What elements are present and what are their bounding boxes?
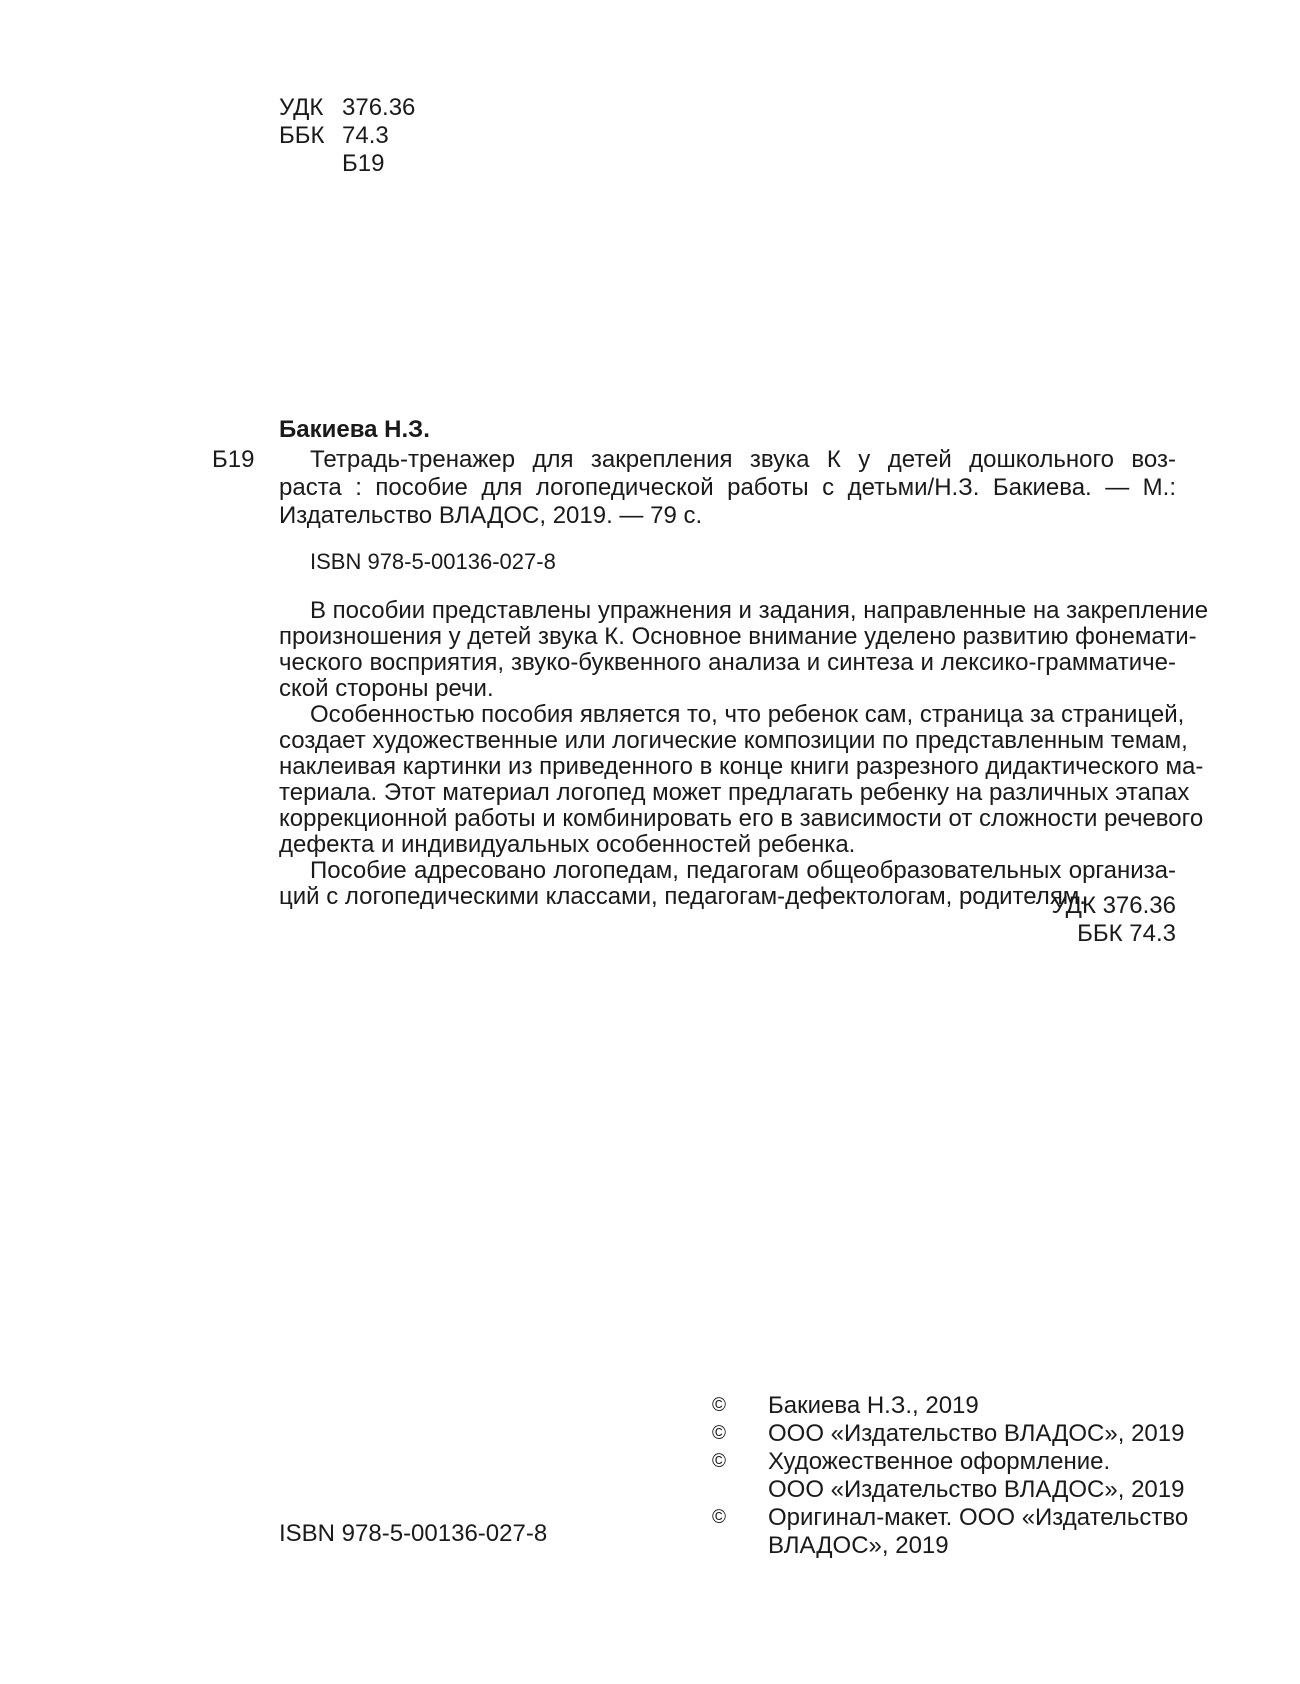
copyright-icon: © <box>712 1395 726 1416</box>
udk-label: УДК <box>279 94 324 121</box>
udk-value: 376.36 <box>342 94 416 121</box>
abstract-line: ций с логопедическими классами, педагогам-дефектологам, родителям. <box>279 883 1086 910</box>
bbk-row <box>279 122 415 150</box>
abstract-line: териала. Этот материал логопед может предлагать ребенку на различных этапах <box>279 779 1190 806</box>
copyright-item <box>712 1504 1188 1560</box>
abstract-line: Особенностью пособия является то, что ребенок сам, страница за страницей, <box>310 701 1185 728</box>
isbn-bottom: ISBN 978-5-00136-027-8 <box>279 1520 548 1547</box>
copyright-text: ВЛАДОС», 2019 <box>768 1532 949 1559</box>
bibliographic-description <box>279 446 1176 530</box>
bib-line: Тетрадь-тренажер для закрепления звука К у детей дошкольного воз- <box>310 446 1176 473</box>
copyright-block <box>712 1392 1188 1560</box>
abstract-line: произношения у детей звука К. Основное внимание уделено развитию фонемати- <box>279 623 1197 650</box>
abstract-line: наклеивая картинки из приведенного в конце книги разрезного дидактического ма- <box>279 753 1204 780</box>
copyright-text: Оригинал-макет. ООО «Издательство <box>768 1504 1189 1531</box>
copyright-item <box>712 1392 1188 1420</box>
copyright-text: Художественное оформление. <box>768 1448 1111 1475</box>
abstract-line: коррекционной работы и комбинировать его в зависимости от сложности речевого <box>279 805 1204 832</box>
copyright-text: ООО «Издательство ВЛАДОС», 2019 <box>768 1476 1185 1503</box>
udk-row <box>279 94 415 122</box>
copyright-icon: © <box>712 1507 726 1528</box>
copyright-text: ООО «Издательство ВЛАДОС», 2019 <box>768 1420 1185 1447</box>
abstract-line: ческого восприятия, звуко-буквенного анализа и синтеза и лексико-грамматиче- <box>279 649 1176 676</box>
author-name: Бакиева Н.З. <box>279 416 430 443</box>
copyright-icon: © <box>712 1451 726 1472</box>
author-mark-code: Б19 <box>212 446 255 473</box>
copyright-item <box>712 1420 1188 1448</box>
copyright-item <box>712 1448 1188 1504</box>
bbk-code: ББК 74.3 <box>1077 920 1176 947</box>
abstract-line: В пособии представлены упражнения и задания, направленные на закрепление <box>310 597 1209 624</box>
abstract-line: создает художественные или логические композиции по представленным темам, <box>279 727 1188 754</box>
abstract <box>279 597 1209 910</box>
bib-line: раста : пособие для логопедической работы с детьми/Н.З. Бакиева. — М.: <box>279 474 1176 501</box>
copyright-text: Бакиева Н.З., 2019 <box>768 1392 979 1419</box>
udk-code: УДК 376.36 <box>1051 892 1176 919</box>
abstract-line: дефекта и индивидуальных особенностей ребенка. <box>279 831 856 858</box>
abstract-line: ской стороны речи. <box>279 675 494 702</box>
author-mark: Б19 <box>342 150 385 177</box>
classification-block <box>279 94 415 178</box>
isbn-record: ISBN 978-5-00136-027-8 <box>310 549 556 574</box>
author-mark-row <box>279 150 415 178</box>
abstract-line: Пособие адресовано логопедам, педагогам общеобразовательных организа- <box>310 857 1176 884</box>
copyright-icon: © <box>712 1423 726 1444</box>
bib-line: Издательство ВЛАДОС, 2019. — 79 с. <box>279 502 703 529</box>
classification-right <box>1000 892 1176 948</box>
bbk-value: 74.3 <box>342 122 389 149</box>
bbk-label: ББК <box>279 122 325 149</box>
